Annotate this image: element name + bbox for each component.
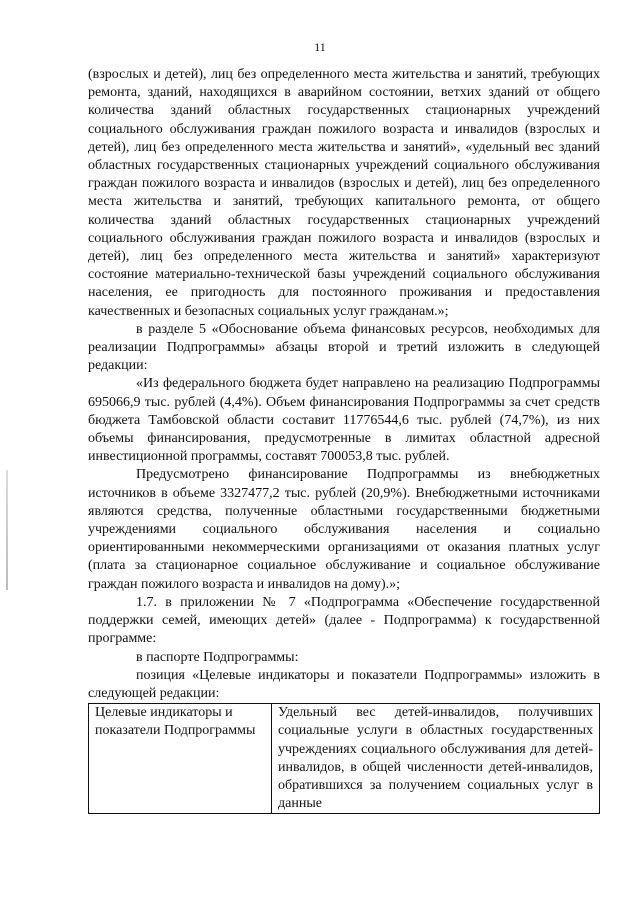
table-cell-value: Удельный вес детей-инвалидов, получивших социальные услуги в областных государственных учреждениях социального обслуживания для детей-инвалидов, в общей численности детей-инвалидов, обратившихся за получением социальных услуг в данные <box>272 704 600 814</box>
indicators-table <box>88 703 600 814</box>
paragraph-extrabudgetary: Предусмотрено финансирование Подпрограммы из внебюджетных источников в объеме 3327477,2 тыс. рублей (20,9%). Внебюджетными источниками являются средства, полученные областными государственными бюджетными учреждениями социального обслуживания населения и социально ориентированными некоммерческими организациями от оказания платных услуг (плата за стационарное социальное обслуживание и социальное обслуживание граждан пожилого возраста и инвалидов на дому).»; <box>88 467 600 592</box>
paragraph-item-1-7: 1.7. в приложении № 7 «Подпрограмма «Обеспечение государственной поддержки семей, имеющих детей» (далее - Подпрограмма) к государственной программе: <box>88 594 600 647</box>
paragraph-position: позиция «Целевые индикаторы и показатели Подпрограммы» изложить в следующей редакции: <box>88 667 600 701</box>
paragraph-federal-budget: «Из федерального бюджета будет направлено на реализацию Подпрограммы 695066,9 тыс. рублей (4,4%). Объем финансирования Подпрограммы за счет средств бюджета Тамбовской области составит 11776544,6 тыс. рублей (74,7%), из них объемы финансирования, предусмотренные в лимитах областной адресной инвестиционной программы, составят 700053,8 тыс. рублей. <box>88 376 600 465</box>
page-number: 11 <box>314 40 326 54</box>
scan-margin-mark <box>6 470 8 590</box>
paragraph-section-5: в разделе 5 «Обоснование объема финансовых ресурсов, необходимых для реализации Подпрограммы» абзацы второй и третий изложить в следующей редакции: <box>88 321 600 374</box>
table-row <box>89 704 600 814</box>
document-body <box>88 66 600 814</box>
paragraph-passport: в паспорте Подпрограммы: <box>136 649 299 665</box>
paragraph-continuation: (взрослых и детей), лиц без определенного места жительства и занятий, требующих ремонта, зданий, находящихся в аварийном состоянии, ветхих зданий от общего количества зданий областных государственных стационарных учреждений социального обслуживания граждан пожилого возраста и инвалидов (взрослых и детей), лиц без определенного места жительства и занятий», «удельный вес зданий областных государственных стационарных учреждений социального обслуживания граждан пожилого возраста и инвалидов (взрослых и детей), лиц без определенного места жительства и занятий, требующих капитального ремонта, от общего количества зданий областных государственных стационарных учреждений социального обслуживания граждан пожилого возраста и инвалидов (взрослых и детей), лиц без определенного места жительства и занятий» характеризуют состояние материально-технической базы учреждений социального обслуживания населения, ее пригодность для постоянного проживания и предоставления качественных и безопасных социальных услуг гражданам.»; <box>88 67 600 319</box>
table-cell-label: Целевые индикаторы и показатели Подпрограммы <box>89 704 272 814</box>
